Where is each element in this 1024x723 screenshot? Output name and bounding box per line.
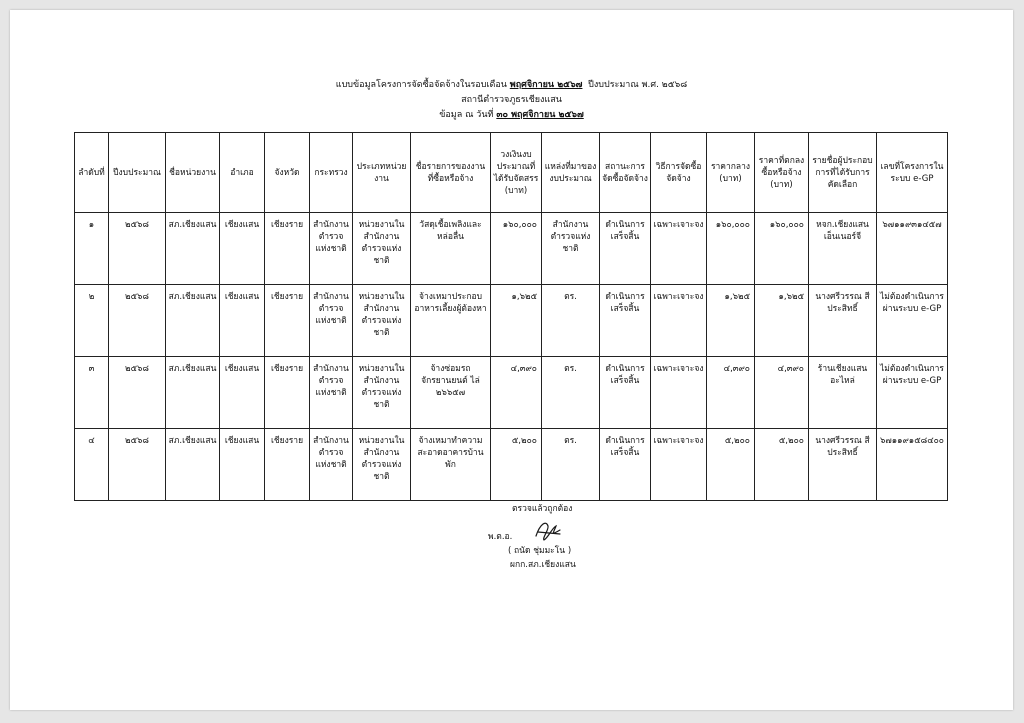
column-header: ราคากลาง (บาท)	[707, 133, 755, 213]
header-date: ๓๐ พฤศจิกายน ๒๕๖๗	[496, 110, 584, 120]
table-cell: ๕,๒๐๐	[491, 429, 542, 501]
table-cell: นางศรีวรรณ สีประสิทธิ์	[809, 429, 877, 501]
table-body	[75, 213, 948, 501]
table-cell: สำนักงานตำรวจแห่งชาติ	[542, 213, 600, 285]
column-header: ชื่อรายการของงานที่ซื้อหรือจ้าง	[411, 133, 491, 213]
table-cell: หน่วยงานในสำนักงานตำรวจแห่งชาติ	[353, 357, 411, 429]
table-cell: ๕,๒๐๐	[755, 429, 809, 501]
table-cell: เชียงราย	[265, 213, 310, 285]
table-cell: ๓	[75, 357, 109, 429]
table-cell: สภ.เชียงแสน	[166, 285, 220, 357]
column-header: ปีงบประมาณ	[109, 133, 166, 213]
table-cell: ๔,๓๙๐	[755, 357, 809, 429]
table-cell: ๖๗๑๑๙๓๑๔๕๗	[877, 213, 948, 285]
table-cell: สำนักงานตำรวจแห่งชาติ	[310, 357, 353, 429]
header-line-3	[10, 108, 1013, 123]
column-header: วิธีการจัดซื้อจัดจ้าง	[651, 133, 707, 213]
table-cell: สำนักงานตำรวจแห่งชาติ	[310, 429, 353, 501]
table-cell: จ้างเหมาประกอบอาหารเลี้ยงผู้ต้องหา	[411, 285, 491, 357]
table-cell: เฉพาะเจาะจง	[651, 429, 707, 501]
table-cell: เฉพาะเจาะจง	[651, 213, 707, 285]
table-cell: ๑,๖๒๕	[491, 285, 542, 357]
table-cell: ตร.	[542, 357, 600, 429]
table-row	[75, 357, 948, 429]
document-page	[10, 10, 1013, 710]
table-cell: หจก.เชียงแสนเอ็นเนอร์จี	[809, 213, 877, 285]
table-cell: ๖๗๑๑๙๑๕๘๔๐๐	[877, 429, 948, 501]
table-row	[75, 213, 948, 285]
table-cell: ๒	[75, 285, 109, 357]
handwritten-signature	[530, 516, 570, 544]
signature-row	[450, 516, 610, 544]
table-cell: นางศรีวรรณ สีประสิทธิ์	[809, 285, 877, 357]
table-cell: เชียงแสน	[220, 285, 265, 357]
table-cell: ๕,๒๐๐	[707, 429, 755, 501]
table-cell: ร้านเชียงแสนอะไหล่	[809, 357, 877, 429]
table-row	[75, 285, 948, 357]
table-cell: วัสดุเชื้อเพลิงและหล่อลื่น	[411, 213, 491, 285]
table-cell: ดำเนินการเสร็จสิ้น	[600, 429, 651, 501]
table-cell: เชียงแสน	[220, 357, 265, 429]
header-date-prefix: ข้อมูล ณ วันที่	[439, 110, 494, 120]
table-cell: ดำเนินการเสร็จสิ้น	[600, 213, 651, 285]
header-line-1	[10, 78, 1013, 93]
signer-rank: พ.ต.อ.	[488, 532, 513, 542]
table-cell: ๒๕๖๘	[109, 357, 166, 429]
column-header: วงเงินงบประมาณที่ได้รับจัดสรร (บาท)	[491, 133, 542, 213]
table-cell: จ้างเหมาทำความสะอาดอาคารบ้านพัก	[411, 429, 491, 501]
column-header: อำเภอ	[220, 133, 265, 213]
table-cell: ๑๖๐,๐๐๐	[707, 213, 755, 285]
document-header	[10, 78, 1013, 123]
table-cell: เฉพาะเจาะจง	[651, 357, 707, 429]
table-cell: หน่วยงานในสำนักงานตำรวจแห่งชาติ	[353, 429, 411, 501]
table-cell: ดำเนินการเสร็จสิ้น	[600, 357, 651, 429]
table-cell: ไม่ต้องดำเนินการผ่านระบบ e-GP	[877, 357, 948, 429]
column-header: กระทรวง	[310, 133, 353, 213]
table-header-row	[75, 133, 948, 213]
procurement-table	[74, 132, 948, 501]
table-cell: ๑	[75, 213, 109, 285]
verified-text: ตรวจแล้วถูกต้อง	[512, 504, 573, 514]
column-header: รายชื่อผู้ประกอบการที่ได้รับการคัดเลือก	[809, 133, 877, 213]
header-month: พฤศจิกายน ๒๕๖๗	[509, 80, 583, 90]
header-fiscal-year: ปีงบประมาณ พ.ศ. ๒๕๖๘	[588, 80, 688, 90]
column-header: ลำดับที่	[75, 133, 109, 213]
column-header: ประเภทหน่วยงาน	[353, 133, 411, 213]
signature-block	[450, 502, 610, 572]
header-line-2: สถานีตำรวจภูธรเชียงแสน	[461, 95, 562, 105]
column-header: ชื่อหน่วยงาน	[166, 133, 220, 213]
table-row	[75, 429, 948, 501]
table-cell: ไม่ต้องดำเนินการผ่านระบบ e-GP	[877, 285, 948, 357]
table-cell: ดำเนินการเสร็จสิ้น	[600, 285, 651, 357]
table-cell: เชียงราย	[265, 429, 310, 501]
table-cell: ตร.	[542, 429, 600, 501]
table-cell: ๑๖๐,๐๐๐	[491, 213, 542, 285]
column-header: ราคาที่ตกลงซื้อหรือจ้าง (บาท)	[755, 133, 809, 213]
table-cell: สภ.เชียงแสน	[166, 213, 220, 285]
table-cell: ๔	[75, 429, 109, 501]
table-cell: ๒๕๖๘	[109, 429, 166, 501]
table-cell: ตร.	[542, 285, 600, 357]
table-cell: หน่วยงานในสำนักงานตำรวจแห่งชาติ	[353, 213, 411, 285]
table-cell: จ้างซ่อมรถจักรยานยนต์ ไล่ ๒๖๖๕๗	[411, 357, 491, 429]
table-cell: สภ.เชียงแสน	[166, 429, 220, 501]
table-cell: เชียงแสน	[220, 213, 265, 285]
header-prefix: แบบข้อมูลโครงการจัดซื้อจัดจ้างในรอบเดือน	[335, 80, 507, 90]
table-cell: เชียงราย	[265, 285, 310, 357]
table-cell: สำนักงานตำรวจแห่งชาติ	[310, 213, 353, 285]
signer-position: ผกก.สภ.เชียงแสน	[510, 560, 576, 570]
column-header: แหล่งที่มาของงบประมาณ	[542, 133, 600, 213]
table-cell: ๔,๓๙๐	[707, 357, 755, 429]
column-header: สถานะการจัดซื้อจัดจ้าง	[600, 133, 651, 213]
column-header: เลขที่โครงการในระบบ e-GP	[877, 133, 948, 213]
table-cell: ๒๕๖๘	[109, 213, 166, 285]
table-cell: ๑,๖๒๕	[755, 285, 809, 357]
table-cell: ๔,๓๙๐	[491, 357, 542, 429]
table-cell: สภ.เชียงแสน	[166, 357, 220, 429]
table-cell: ๒๕๖๘	[109, 285, 166, 357]
table-cell: ๑,๖๒๕	[707, 285, 755, 357]
table-cell: สำนักงานตำรวจแห่งชาติ	[310, 285, 353, 357]
table-cell: เชียงแสน	[220, 429, 265, 501]
column-header: จังหวัด	[265, 133, 310, 213]
table-cell: หน่วยงานในสำนักงานตำรวจแห่งชาติ	[353, 285, 411, 357]
signer-name: ( ถนัด ชุ่มมะโน )	[508, 546, 572, 556]
table-cell: ๑๖๐,๐๐๐	[755, 213, 809, 285]
table-cell: เชียงราย	[265, 357, 310, 429]
table-cell: เฉพาะเจาะจง	[651, 285, 707, 357]
